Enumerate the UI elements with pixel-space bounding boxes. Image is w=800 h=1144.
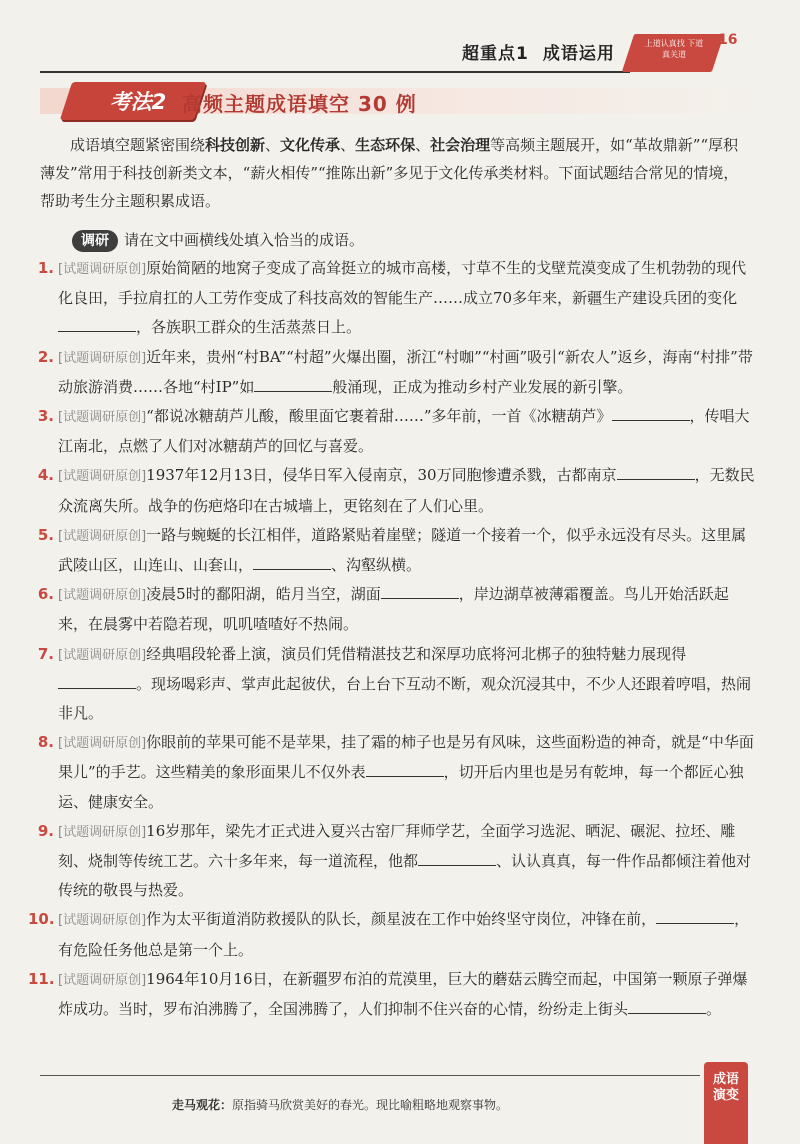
footer-note bbox=[172, 1096, 508, 1113]
question-text: ，岸边湖草被薄霜覆盖。鸟儿开始活跃起来，在晨雾中若隐若现，叽叽喳喳好不热闹。 bbox=[58, 585, 729, 634]
intro-text: 等高频主题展开，如“革故鼎新”“厚积薄发”常用于科技创新类文本，“薪火相传”“推陈出新”多见于文化传承类材料。下面试题结合常见的情境，帮助考生分主题积累成语。 bbox=[40, 136, 739, 210]
question-item bbox=[28, 254, 756, 343]
question-item bbox=[28, 343, 756, 402]
answer-blank[interactable] bbox=[418, 849, 496, 866]
answer-blank[interactable] bbox=[254, 375, 332, 392]
survey-text: 请在文中画横线处填入恰当的成语。 bbox=[124, 231, 365, 249]
header-badge-text: 上道认真找 下道真关道 bbox=[644, 39, 704, 59]
intro-paragraph bbox=[40, 131, 752, 215]
question-text: 你眼前的苹果可能不是苹果，挂了霜的柿子也是另有风味，这些面粉造的神奇，就是“中华面果儿”的手艺。这些精美的象形面果儿不仅外表 bbox=[58, 733, 754, 782]
question-text: 般涌现，正成为推动乡村产业发展的新引擎。 bbox=[332, 377, 633, 396]
question-number: 8. bbox=[37, 733, 54, 752]
question-number: 7. bbox=[37, 644, 54, 663]
intro-keyword: 文化传承 bbox=[280, 136, 341, 154]
page-number: 16 bbox=[718, 32, 738, 48]
header-title bbox=[462, 39, 615, 64]
question-item bbox=[28, 640, 756, 729]
intro-keyword: 社会治理 bbox=[430, 136, 491, 154]
question-source: [试题调研原创] bbox=[58, 913, 147, 929]
question-number: 4. bbox=[37, 466, 54, 485]
question-item bbox=[28, 580, 756, 639]
question-source: [试题调研原创] bbox=[58, 350, 147, 366]
header-rule bbox=[40, 71, 630, 73]
intro-sep: 、 bbox=[415, 136, 431, 154]
section-heading bbox=[40, 82, 760, 120]
question-text: 、沟壑纵横。 bbox=[331, 556, 422, 575]
question-text: ，传唱大江南北，点燃了人们对冰糖葫芦的回忆与喜爱。 bbox=[58, 407, 750, 456]
intro-keyword: 科技创新 bbox=[205, 136, 266, 154]
question-text: 一路与蜿蜒的长江相伴，道路紧贴着崖壁；隧道一个接着一个，似乎永远没有尽头。这里属武陵山区，山连山、山套山， bbox=[58, 525, 747, 575]
answer-blank[interactable] bbox=[58, 672, 136, 689]
question-text: 作为太平街道消防救援队的队长，颜星波在工作中始终坚守岗位，冲锋在前， bbox=[146, 910, 657, 929]
question-number: 9. bbox=[37, 821, 54, 840]
question-text: 。现场喝彩声、掌声此起彼伏，台上台下互动不断，观众沉浸其中，不少人还跟着哼唱，热闹非凡。 bbox=[58, 674, 752, 723]
question-source: [试题调研原创] bbox=[58, 469, 147, 485]
intro-keyword: 生态环保 bbox=[355, 136, 416, 154]
question-source: [试题调研原创] bbox=[58, 647, 147, 663]
intro-text: 成语填空题紧密围绕 bbox=[70, 136, 206, 154]
question-source: [试题调研原创] bbox=[58, 972, 147, 988]
answer-blank[interactable] bbox=[253, 553, 331, 570]
question-text: 16岁那年，梁先才正式进入夏兴古窑厂拜师学艺，全面学习选泥、晒泥、碾泥、拉坯、雕刻、烧制等传统工艺。六十多年来，每一道流程，他都 bbox=[58, 821, 736, 871]
answer-blank[interactable] bbox=[58, 315, 136, 332]
question-text: ，有危险任务他总是第一个上。 bbox=[58, 910, 750, 959]
question-text: 1964年10月16日，在新疆罗布泊的荒漠里，巨大的蘑菇云腾空而起，中国第一颗原子弹爆炸成功。当时，罗布泊沸腾了，全国沸腾了，人们抑制不住兴奋的心情，纷纷走上街头 bbox=[58, 969, 748, 1019]
survey-instruction bbox=[72, 226, 364, 254]
question-text: ，各族职工群众的生活蒸蒸日上。 bbox=[136, 318, 362, 337]
question-number: 3. bbox=[37, 407, 54, 426]
section-badge-text: 考法2 bbox=[109, 90, 167, 114]
header-topic: 成语运用 bbox=[542, 44, 615, 64]
section-title: 高频主题成语填空 30 例 bbox=[182, 92, 417, 116]
side-tab-label: 成语演变 bbox=[712, 1072, 739, 1103]
question-list bbox=[28, 254, 756, 1024]
intro-sep: 、 bbox=[265, 136, 281, 154]
question-number: 6. bbox=[37, 585, 54, 604]
question-source: [试题调研原创] bbox=[58, 262, 147, 277]
question-number: 1. bbox=[37, 259, 54, 277]
header-point: 超重点1 bbox=[462, 44, 529, 64]
question-item bbox=[28, 402, 756, 461]
footer-definition: 原指骑马欣赏美好的春光。现比喻粗略地观察事物。 bbox=[232, 1098, 509, 1112]
answer-blank[interactable] bbox=[366, 760, 444, 777]
question-text: 1937年12月13日，侵华日军入侵南京，30万同胞惨遭杀戮，古都南京 bbox=[146, 466, 617, 485]
question-source: [试题调研原创] bbox=[58, 736, 147, 752]
question-number: 10. bbox=[28, 910, 55, 929]
question-item bbox=[28, 905, 756, 964]
question-source: [试题调研原创] bbox=[58, 410, 147, 426]
answer-blank[interactable] bbox=[612, 404, 690, 421]
survey-tag: 调研 bbox=[72, 230, 118, 252]
question-text: “都说冰糖葫芦儿酸，酸里面它裹着甜……”多年前，一首《冰糖葫芦》 bbox=[146, 407, 612, 426]
footer-term: 走马观花： bbox=[172, 1098, 233, 1112]
answer-blank[interactable] bbox=[381, 582, 459, 599]
question-source: [试题调研原创] bbox=[58, 588, 147, 604]
question-item bbox=[28, 965, 756, 1024]
answer-blank[interactable] bbox=[628, 997, 706, 1014]
question-item bbox=[28, 461, 756, 520]
question-source: [试题调研原创] bbox=[58, 824, 147, 840]
question-text: 。 bbox=[706, 1000, 722, 1019]
question-text: 经典唱段轮番上演，演员们凭借精湛技艺和深厚功底将河北梆子的独特魅力展现得 bbox=[146, 644, 687, 663]
question-text: ，切开后内里也是另有乾坤，每一个都匠心独运、健康安全。 bbox=[58, 763, 744, 811]
question-text: 、认认真真，每一件作品都倾注着他对传统的敬畏与热爱。 bbox=[58, 852, 752, 900]
question-number: 2. bbox=[37, 347, 54, 366]
question-text: ，无数民众流离失所。战争的伤疤烙印在古城墙上，更铭刻在了人们心里。 bbox=[58, 466, 755, 515]
question-item bbox=[28, 817, 756, 906]
question-item bbox=[28, 728, 756, 817]
question-number: 11. bbox=[28, 969, 55, 988]
question-text: 凌晨5时的鄱阳湖，皓月当空，湖面 bbox=[146, 585, 381, 604]
question-text: 近年来，贵州“村BA”“村超”火爆出圈，浙江“村咖”“村画”吸引“新农人”返乡，海南“村排”带动旅游消费……各地“村IP”如 bbox=[58, 347, 753, 396]
question-number: 5. bbox=[37, 525, 54, 544]
answer-blank[interactable] bbox=[656, 907, 734, 924]
question-source: [试题调研原创] bbox=[58, 528, 147, 544]
intro-sep: 、 bbox=[340, 136, 356, 154]
question-item bbox=[28, 521, 756, 580]
page-header bbox=[0, 28, 800, 70]
answer-blank[interactable] bbox=[617, 463, 695, 480]
question-text: 原始简陋的地窝子变成了高耸挺立的城市高楼，寸草不生的戈壁荒漠变成了生机勃勃的现代化良田，手拉肩扛的人工劳作变成了科技高效的智能生产……成立70多年来，新疆生产建设兵团的变化 bbox=[58, 259, 747, 308]
footer-rule bbox=[40, 1075, 700, 1076]
